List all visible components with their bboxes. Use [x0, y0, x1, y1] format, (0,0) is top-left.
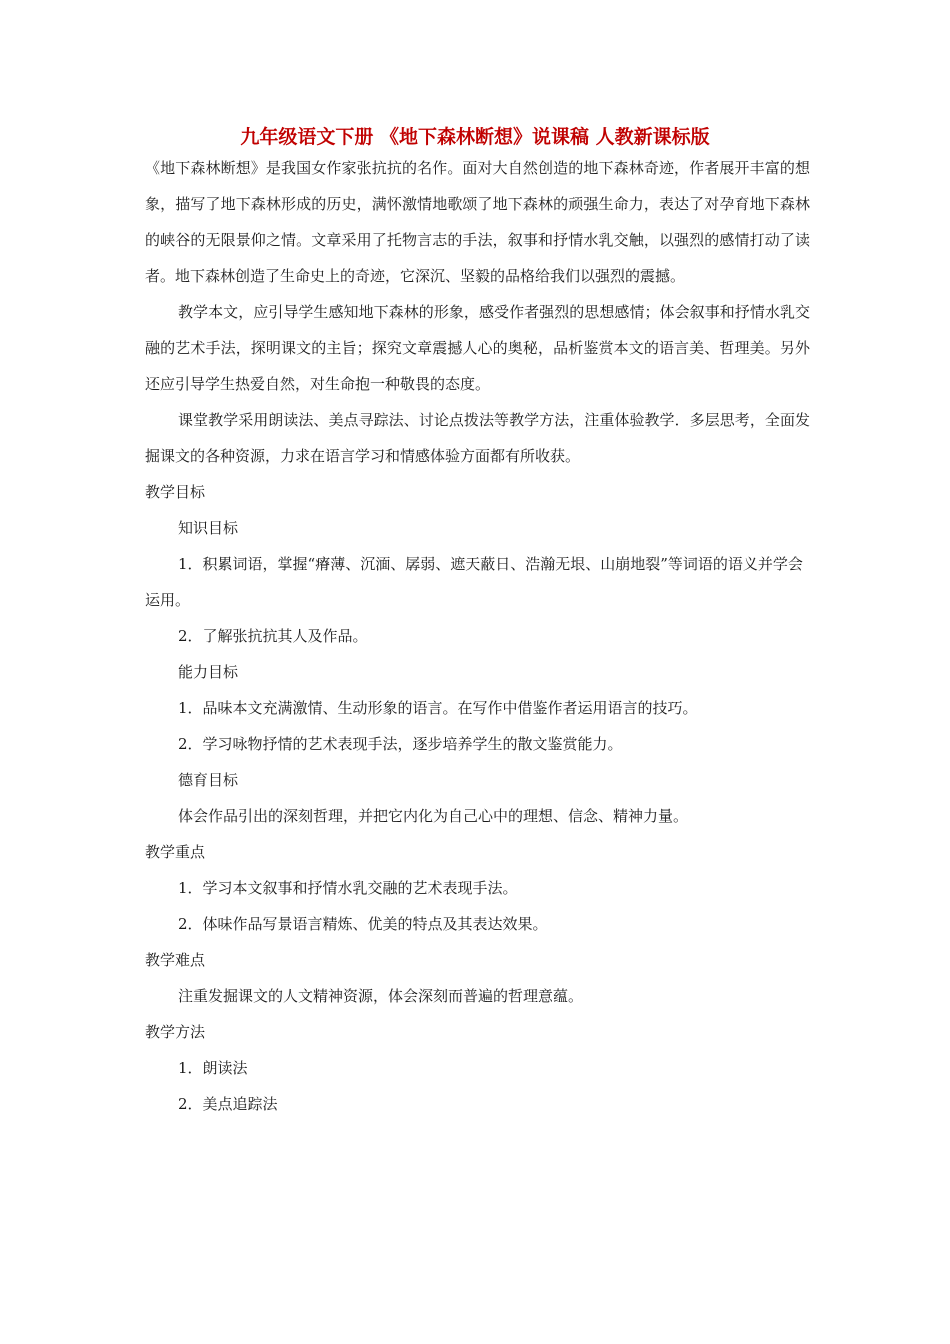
key-heading: 教学重点: [145, 843, 206, 861]
ability-heading: 能力目标: [178, 663, 239, 681]
teaching-paragraph: 教学本文，应引导学生感知地下森林的形象，感受作者强烈的思想感情；体会叙事和抒情水乳交融的艺术手法，探明课文的主旨；探究文章震撼人心的奥秘，品析鉴赏本文的语言美、哲理美。另外还应引导学生热爱自然，对生命抱一种敬畏的态度。: [145, 303, 810, 393]
method-item-1: 1．朗读法: [178, 1059, 248, 1077]
method-paragraph: 课堂教学采用朗读法、美点寻踪法、讨论点拨法等教学方法，注重体验教学．多层思考，全面发掘课文的各种资源，力求在语言学习和情感体验方面都有所收获。: [145, 411, 810, 465]
method-item-2: 2．美点追踪法: [178, 1095, 278, 1113]
knowledge-heading: 知识目标: [178, 519, 239, 537]
method-heading: 教学方法: [145, 1023, 206, 1041]
key-item-1: 1．学习本文叙事和抒情水乳交融的艺术表现手法。: [178, 879, 518, 897]
ability-item-1: 1．品味本文充满激情、生动形象的语言。在写作中借鉴作者运用语言的技巧。: [178, 699, 698, 717]
goals-heading: 教学目标: [145, 483, 206, 501]
intro-paragraph: 《地下森林断想》是我国女作家张抗抗的名作。面对大自然创造的地下森林奇迹，作者展开丰富的想象，描写了地下森林形成的历史，满怀激情地歌颂了地下森林的顽强生命力，表达了对孕育地下森林的峡谷的无限景仰之情。文章采用了托物言志的手法，叙事和抒情水乳交触，以强烈的感情打动了读者。地下森林创造了生命史上的奇迹，它深沉、坚毅的品格给我们以强烈的震撼。: [145, 159, 810, 285]
key-item-2: 2．体味作品写景语言精炼、优美的特点及其表达效果。: [178, 915, 548, 933]
knowledge-item-1: 1．积累词语，掌握“瘠薄、沉湎、孱弱、遮天蔽日、浩瀚无垠、山崩地裂”等词语的语义并学会运用。: [145, 555, 803, 609]
knowledge-item-2: 2．了解张抗抗其人及作品。: [178, 627, 368, 645]
moral-heading: 德育目标: [178, 771, 239, 789]
difficult-text: 注重发掘课文的人文精神资源，体会深刻而普遍的哲理意蕴。: [178, 987, 584, 1005]
difficult-heading: 教学难点: [145, 951, 206, 969]
moral-text: 体会作品引出的深刻哲理，并把它内化为自己心中的理想、信念、精神力量。: [178, 807, 689, 825]
ability-item-2: 2．学习咏物抒情的艺术表现手法，逐步培养学生的散文鉴赏能力。: [178, 735, 623, 753]
document-title: 九年级语文下册 《地下森林断想》说课稿 人教新课标版: [240, 126, 710, 148]
document-body: [145, 150, 810, 1122]
